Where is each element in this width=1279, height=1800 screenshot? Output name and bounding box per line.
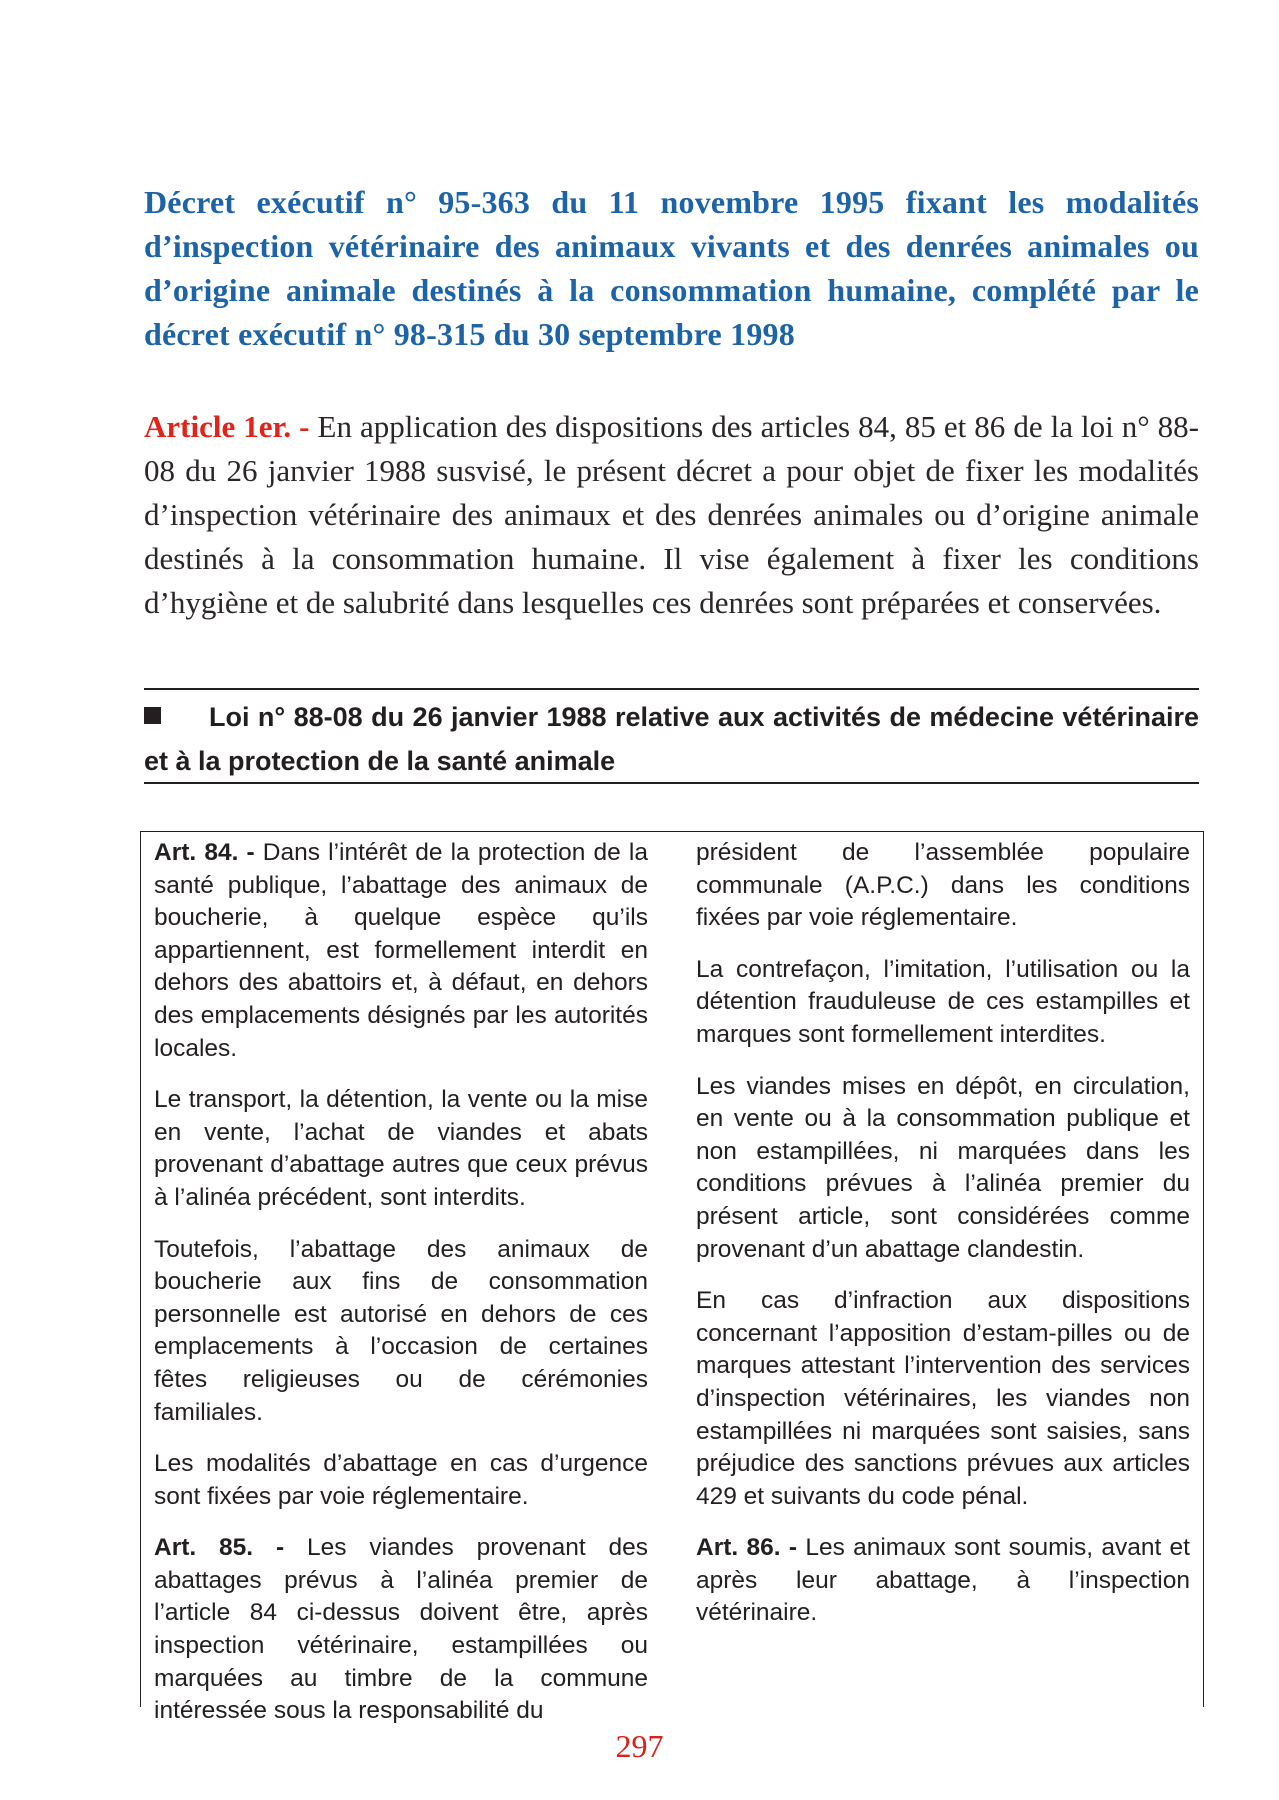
article-1-label: Article 1er. - — [144, 409, 310, 444]
paragraph — [696, 1532, 1190, 1630]
paragraph: président de l’assemblée populaire communale (A.P.C.) dans les conditions fixées par voie réglementaire. — [696, 839, 1190, 932]
paragraph: Toutefois, l’abattage des animaux de boucherie aux fins de consommation personnelle est autorisé en dehors de ces emplacements à l’occasion de certaines fêtes religieuses ou de cérémonies familiales. — [154, 1235, 648, 1426]
decree-title: Décret exécutif n° 95-363 du 11 novembre 1995 fixant les modalités d’inspection vétérinaire des animaux vivants et des denrées animales ou d’origine animale destinés à la consommation humaine, complété par le décret exécutif n° 98-315 du 30 septembre 1998 — [144, 184, 1199, 352]
paragraph: En cas d’infraction aux dispositions concernant l’apposition d’estam-pilles ou de marques attestant l’intervention des services d’inspection vétérinaires, les viandes non estampillées ni marquées sont saisies, sans préjudice des sanctions prévues aux articles 429 et suivants du code pénal. — [696, 1287, 1190, 1510]
paragraph — [154, 1532, 648, 1728]
article-1-text: En application des dispositions des articles 84, 85 et 86 de la loi n° 88-08 du 26 janvier 1988 susvisé, le présent décret a pour objet de fixer les modalités d’inspection vétérinaire des animaux et des denrées animales ou d’origine animale destinés à la consommation humaine. Il vise également à fixer les conditions d’hygiène et de salubrité dans lesquelles ces denrées sont préparées et conservées. — [144, 409, 1199, 620]
law-heading — [144, 695, 1199, 783]
right-column — [696, 837, 1190, 1649]
paragraph: Les viandes mises en dépôt, en circulation, en vente ou à la consommation publique et non estampillées, ni marquées dans les conditions prévues à l’alinéa premier du présent article, sont considérées comme provenant d’un abattage clandestin. — [696, 1072, 1190, 1263]
bottom-divider — [144, 782, 1199, 784]
law-excerpt-box — [140, 831, 1204, 1725]
article-label: Art. 84. - — [154, 839, 255, 866]
paragraph-text: Dans l’intérêt de la protection de la santé publique, l’abattage des animaux de boucherie, à quelque espèce qu’ils appartiennent, est formellement interdit en dehors des abattoirs et, à défaut, en dehors des emplacements désignés par les autorités locales. — [154, 839, 648, 1062]
law-heading-text: Loi n° 88-08 du 26 janvier 1988 relative aux activités de médecine vétérinaire et à la protection de la santé animale — [144, 702, 1199, 776]
page-number: 297 — [615, 1728, 664, 1764]
article-label: Art. 85. - — [154, 1534, 285, 1562]
paragraph — [154, 837, 648, 1065]
left-column — [154, 837, 648, 1725]
paragraph-text: Les animaux sont soumis, avant et après leur abattage, à l’inspection vétérinaire. — [696, 1534, 1190, 1627]
paragraph-text: Les viandes provenant des abattages prévus à l’alinéa premier de l’article 84 ci-dessus doivent être, après inspection vétérinaire, estampillées ou marquées au timbre de la commune intéressée sous la responsabilité du — [154, 1534, 648, 1725]
paragraph: Les modalités d’abattage en cas d’urgence sont fixées par voie réglementaire. — [154, 1450, 648, 1510]
top-divider — [144, 688, 1199, 690]
article-1-paragraph — [144, 405, 1199, 625]
paragraph: La contrefaçon, l’imitation, l’utilisation ou la détention frauduleuse de ces estampilles et marques sont formellement interdites. — [696, 955, 1190, 1048]
article-label: Art. 86. - — [696, 1534, 798, 1562]
square-bullet-icon — [144, 707, 161, 724]
paragraph: Le transport, la détention, la vente ou la mise en vente, l’achat de viandes et abats provenant d’abattage autres que ceux prévus à l’alinéa précédent, sont interdits. — [154, 1086, 648, 1211]
